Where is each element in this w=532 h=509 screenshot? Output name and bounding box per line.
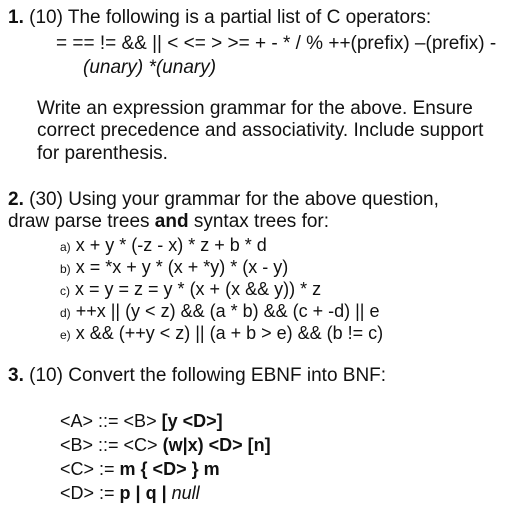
q1-heading [8, 8, 431, 27]
q2-subtitle-pre: draw parse trees [8, 211, 155, 232]
q3-heading [8, 366, 386, 385]
q1-points: (10) [29, 7, 63, 28]
q2-subtitle-bold: and [154, 211, 189, 232]
q3-rule-b-rhs: (w|x) <D> [n] [162, 435, 271, 455]
q2-item-c [60, 280, 321, 298]
q3-rule-d [60, 484, 200, 502]
q1-instruction-line-3: for parenthesis. [37, 143, 168, 164]
q2-item-d [60, 302, 379, 320]
q2-subtitle-post: syntax trees for: [188, 211, 330, 232]
q1-instruction-line-2: correct precedence and associativity. Include support [37, 120, 484, 141]
q3-points: (10) [29, 365, 63, 386]
q3-rule-a [60, 412, 223, 430]
q1-number: 1. [8, 7, 24, 28]
q3-rule-b-lhs: <B> ::= <C> [60, 435, 163, 455]
q2-item-c-label: c) [60, 284, 70, 298]
q3-rule-c-lhs: <C> := [60, 459, 120, 479]
q2-number: 2. [8, 189, 24, 210]
q2-points: (30) [29, 189, 63, 210]
q3-number: 3. [8, 365, 24, 386]
q1-instruction-line-1: Write an expression grammar for the above. Ensure [37, 98, 473, 119]
q2-item-b-expr: x = *x + y * (x + *y) * (x - y) [75, 257, 289, 277]
q2-heading [8, 190, 439, 209]
q3-rule-a-rhs: [y <D>] [161, 411, 223, 431]
q2-item-e-expr: x && (++y < z) || (a + b > e) && (b != c) [75, 323, 384, 343]
q3-title: Convert the following EBNF into BNF: [68, 365, 387, 386]
q2-item-a-expr: x + y * (-z - x) * z + b * d [75, 235, 267, 255]
q2-item-b [60, 258, 288, 276]
q3-rule-a-lhs: <A> ::= <B> [60, 411, 162, 431]
q3-rule-d-rhs: p | q | [119, 483, 172, 503]
q2-title: Using your grammar for the above question, [68, 189, 439, 210]
q3-rule-c-rhs: m { <D> } m [119, 459, 220, 479]
q2-item-c-expr: x = y = z = y * (x + (x && y)) * z [75, 279, 322, 299]
q1-operators: = == != && || < <= > >= + - * / % ++(prefix) –(prefix) - [56, 33, 497, 54]
q2-item-b-label: b) [60, 262, 71, 276]
q1-title: The following is a partial list of C operators: [67, 7, 432, 28]
q3-rule-d-null: null [171, 483, 200, 503]
q2-subtitle [8, 212, 329, 231]
q2-item-a [60, 236, 267, 254]
q3-rule-d-lhs: <D> := [60, 483, 120, 503]
q2-item-e [60, 324, 383, 342]
q1-operators-unary: (unary) *(unary) [83, 57, 217, 78]
q2-item-d-label: d) [60, 306, 71, 320]
q2-item-a-label: a) [60, 240, 71, 254]
q3-rule-b [60, 436, 271, 454]
q2-item-d-expr: ++x || (y < z) && (a * b) && (c + -d) || e [75, 301, 380, 321]
q3-rule-c [60, 460, 220, 478]
q2-item-e-label: e) [60, 328, 71, 342]
